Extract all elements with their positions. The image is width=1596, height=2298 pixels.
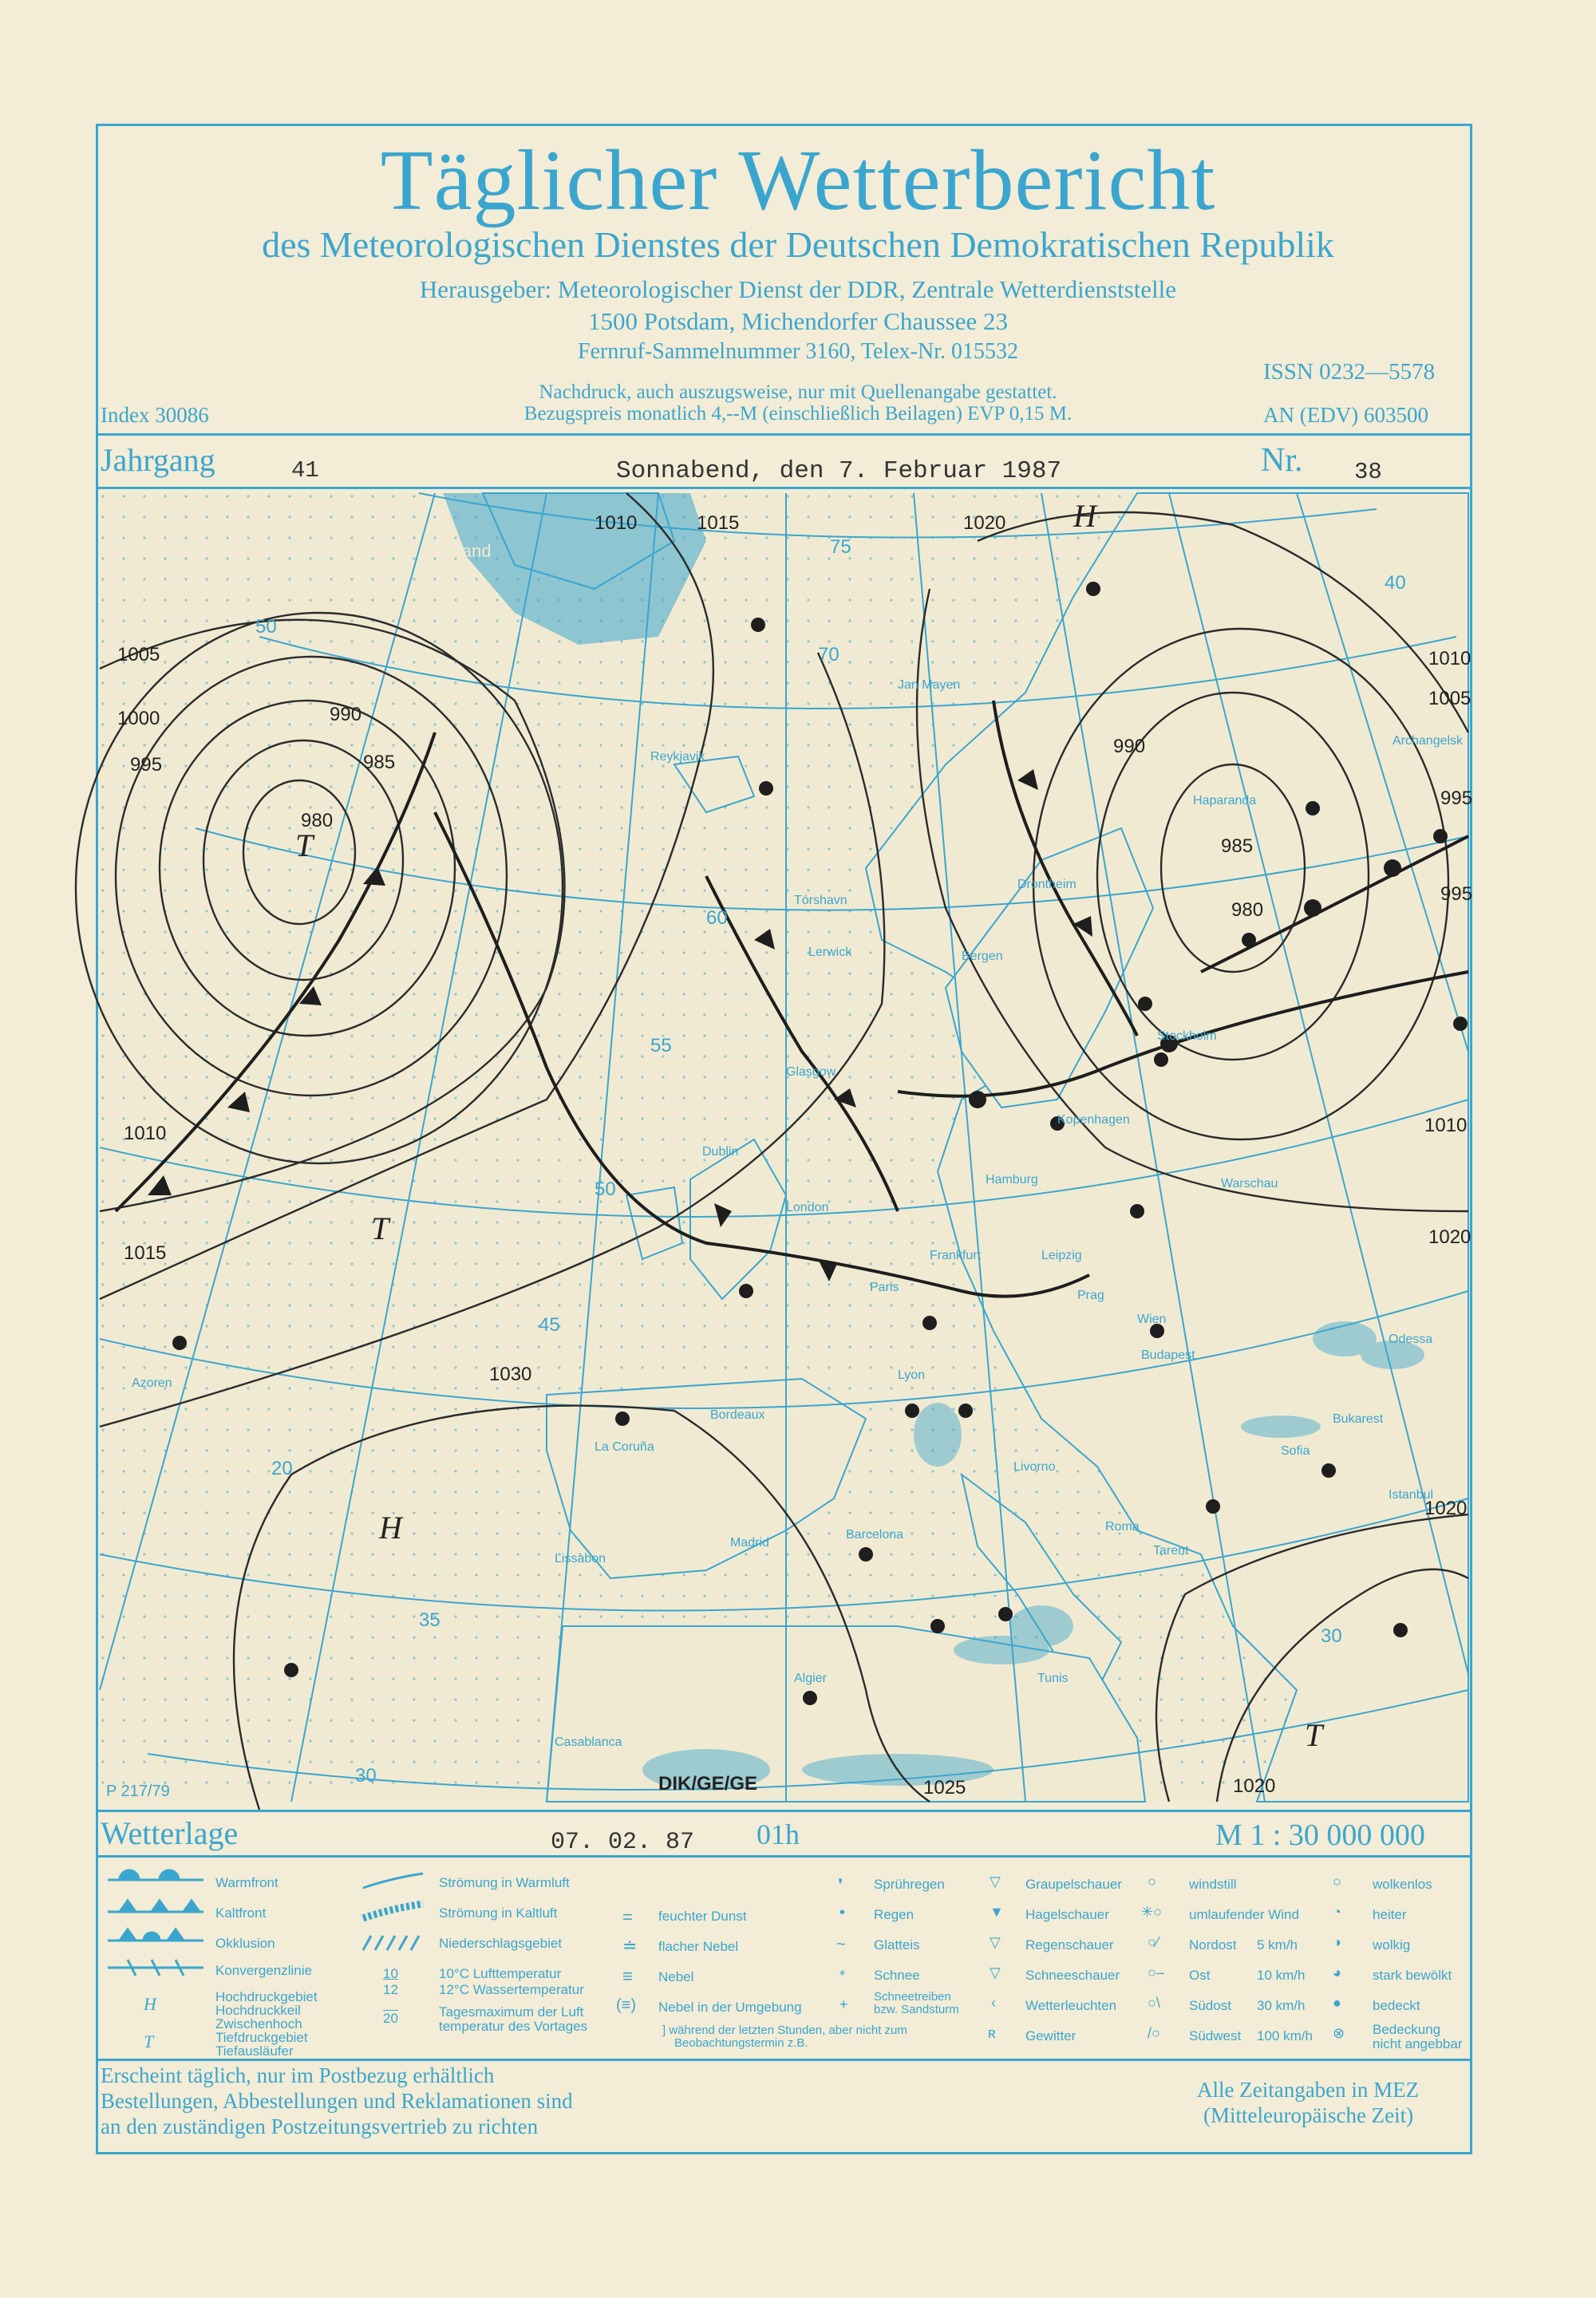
warm-front-icon (120, 1870, 179, 1880)
legend-gewitter: Gewitter (1025, 2028, 1077, 2043)
place-label: Jan Mayen (898, 678, 961, 692)
place-label: Bukarest (1333, 1412, 1384, 1426)
nr-value: 38 (1354, 459, 1382, 485)
station (751, 618, 765, 632)
station (922, 1316, 937, 1330)
low-icon: T (144, 2031, 154, 2051)
legend-hochdruckgebiet: Hochdruckgebiet (215, 1989, 318, 2004)
legend-note-2: Beobachtungstermin z.B. (674, 2036, 808, 2050)
legend-speed-10: 10 km/h (1257, 1968, 1306, 1983)
place-label: Barcelona (846, 1528, 904, 1542)
place-label: Istanbul (1389, 1488, 1434, 1502)
legend-note-1: ] während der letzten Stunden, aber nicht zum (662, 2024, 907, 2037)
schneeschauer-icon: ▽ (990, 1964, 1001, 1980)
place-label: Madrid (730, 1536, 769, 1550)
place-label: Tórshavn (794, 894, 847, 907)
warm-flow-icon (363, 1874, 423, 1888)
legend-wetterleuchten: Wetterleuchten (1025, 1998, 1117, 2013)
jahrgang-label: Jahrgang (101, 442, 215, 478)
station (1138, 997, 1152, 1011)
legend (96, 1859, 1472, 2059)
low-pressure-mark: T (371, 1210, 389, 1246)
divider (96, 433, 1472, 436)
high-pressure-mark: H (379, 1510, 402, 1546)
place-label: Kopenhagen (1057, 1113, 1130, 1127)
place-label: Glasgow (786, 1065, 836, 1079)
station (1321, 1463, 1336, 1478)
occlusion-icon (120, 1929, 184, 1941)
legend-feuchter-dunst: feuchter Dunst (658, 1909, 747, 1924)
legend-niederschlag: Niederschlagsgebiet (439, 1936, 563, 1951)
newspaper-title: Täglicher Wetterbericht (380, 133, 1216, 228)
convergence-icon (108, 1960, 203, 1976)
place-label: Tarent (1153, 1544, 1189, 1558)
legend-heiter: heiter (1373, 1907, 1407, 1922)
map-date: 07. 02. 87 (551, 1829, 695, 1856)
gewitter-icon: ʀ (988, 2025, 996, 2041)
wolkig-icon: ◑ (1333, 1934, 1341, 1950)
isobar-label: 990 (1113, 736, 1146, 757)
legend-schneetreiben: Schneetreiben (874, 1990, 951, 2004)
place-label: Sofia (1281, 1444, 1310, 1458)
footer-time-1: Alle Zeitangaben in MEZ (1197, 2078, 1420, 2102)
nr-label: Nr. (1261, 442, 1303, 479)
legend-nebel-umgebung: Nebel in der Umgebung (658, 2000, 802, 2015)
legend-vortages: temperatur des Vortages (439, 2019, 588, 2034)
umlaufend-icon: ✳○ (1141, 1904, 1162, 1920)
legend-glatteis: Glatteis (874, 1937, 920, 1953)
legend-num-12: 12 (383, 1982, 398, 1997)
front-semicircle (969, 1091, 986, 1108)
place-label: Warschau (1221, 1177, 1278, 1190)
isobar-label: 1010 (1424, 1115, 1468, 1136)
newspaper-subtitle: des Meteorologischen Dienstes der Deutschen Demokratischen Republik (262, 224, 1334, 265)
isobar-label: 995 (1440, 788, 1473, 809)
nicht-angebbar-icon: ⊗ (1333, 2025, 1345, 2041)
isobar-label: 1030 (489, 1364, 532, 1385)
legend-regenschauer: Regenschauer (1025, 1937, 1114, 1953)
place-label: Bordeaux (710, 1408, 765, 1422)
dunst-icon: = (622, 1907, 633, 1927)
latitude-label: 50 (595, 1179, 616, 1200)
address-line: 1500 Potsdam, Michendorfer Chaussee 23 (587, 307, 1009, 335)
station (1393, 1623, 1408, 1637)
place-label: Roma (1105, 1520, 1140, 1534)
legend-hochdruckkeil: Hochdruckkeil (215, 2003, 301, 2018)
issn: ISSN 0232—5578 (1263, 359, 1436, 385)
mountain-area (1241, 1416, 1321, 1438)
low-pressure-mark: T (1305, 1717, 1323, 1753)
place-label: Wien (1137, 1313, 1167, 1326)
isobar-label: 1020 (1424, 1498, 1468, 1519)
front-semicircle (1384, 859, 1401, 877)
legend-speed-30: 30 km/h (1257, 1998, 1306, 2013)
place-label: Odessa (1389, 1333, 1433, 1346)
isobar-label: 1010 (595, 512, 638, 534)
spruehregen-icon: ❜ (838, 1877, 843, 1894)
heiter-icon: ◔ (1333, 1904, 1341, 1920)
latitude-label: 30 (355, 1765, 377, 1787)
isobar-label: 1015 (124, 1242, 167, 1264)
legend-wassertemperatur: 12°C Wassertemperatur (439, 1982, 584, 1997)
latitude-label: 35 (419, 1609, 440, 1631)
map-code: P 217/79 (106, 1783, 170, 1800)
hagel-icon: ▼ (990, 1904, 1004, 1920)
stark-bewoelkt-icon: ◕ (1333, 1964, 1341, 1980)
legend-kaltfront: Kaltfront (215, 1905, 267, 1921)
regen-icon: • (839, 1904, 846, 1921)
divider (96, 1855, 1472, 1858)
place-label: London (786, 1201, 829, 1214)
place-label: Algier (794, 1672, 827, 1685)
suedost-icon: ○\ (1148, 1995, 1160, 2011)
wetterleuchten-icon: ‹ (991, 1995, 996, 2011)
front-semicircle (1304, 899, 1321, 917)
legend-tagesmaximum: Tagesmaximum der Luft (439, 2004, 584, 2020)
place-label: Hamburg (986, 1173, 1038, 1187)
legend-lufttemperatur: 10°C Lufttemperatur (439, 1966, 562, 1981)
low-pressure-mark: T (295, 827, 314, 863)
latitude-label: 60 (706, 907, 728, 929)
station (1453, 1017, 1468, 1031)
legend-konvergenzlinie: Konvergenzlinie (215, 1963, 312, 1978)
isobar-label: 1020 (963, 512, 1006, 534)
windstill-icon: ○ (1148, 1874, 1156, 1889)
isobar-label: 1005 (117, 644, 160, 665)
legend-wolkig: wolkig (1373, 1937, 1411, 1953)
station (958, 1404, 973, 1418)
place-label: Grönland (419, 541, 492, 561)
isobar-label: 1020 (1428, 1226, 1472, 1248)
place-label: Prag (1077, 1289, 1104, 1302)
wetterlage-label: Wetterlage (101, 1815, 239, 1851)
latitude-label: 45 (539, 1314, 560, 1336)
station (1306, 801, 1320, 815)
station (803, 1691, 817, 1705)
jahrgang-value: 41 (291, 457, 319, 484)
legend-graupel: Graupelschauer (1025, 1877, 1122, 1892)
legend-spruehregen: Sprühregen (874, 1877, 945, 1892)
high-pressure-mark: H (1073, 498, 1096, 534)
latitude-label: 50 (255, 616, 277, 638)
legend-ost: Ost (1189, 1968, 1211, 1983)
legend-nordost: Nordost (1189, 1937, 1237, 1953)
station (615, 1412, 630, 1426)
legend-flacher-nebel: flacher Nebel (658, 1939, 739, 1954)
footer-time-2: (Mitteleuropäische Zeit) (1203, 2103, 1414, 2127)
latitude-label: 75 (830, 536, 851, 558)
station (1242, 933, 1256, 947)
place-label: Tunis (1037, 1672, 1069, 1685)
station (905, 1404, 919, 1418)
weather-map-svg (100, 493, 1473, 1802)
issue-date: Sonnabend, den 7. Februar 1987 (616, 457, 1062, 485)
footer-line-2: Bestellungen, Abbestellungen und Reklamationen sind (101, 2089, 573, 2113)
station (284, 1663, 298, 1677)
station (930, 1619, 945, 1633)
place-label: Bergen (962, 950, 1003, 963)
legend-nicht-angebbar: nicht angebbar (1373, 2036, 1463, 2051)
phone-line: Fernruf-Sammelnummer 3160, Telex-Nr. 015532 (578, 339, 1018, 364)
divider (96, 1810, 1472, 1812)
regenschauer-icon: ▽ (990, 1934, 1001, 1950)
divider (96, 2059, 1472, 2061)
cold-front-icon (120, 1901, 200, 1912)
glatteis-icon: ~ (836, 1936, 846, 1953)
latitude-label: 55 (650, 1035, 672, 1056)
publisher-line: Herausgeber: Meteorologischer Dienst der DDR, Zentrale Wetterdienststelle (419, 275, 1177, 303)
legend-stroemung-kalt: Strömung in Kaltluft (439, 1905, 558, 1921)
legend-windstill: windstill (1189, 1877, 1237, 1892)
isobar-label: 1020 (1233, 1775, 1276, 1797)
legend-tiefdruckgebiet: Tiefdruckgebiet (215, 2030, 308, 2045)
isobar-label: 1010 (1428, 648, 1472, 669)
nordost-icon: ○⁄ (1148, 1934, 1159, 1950)
station (759, 781, 773, 796)
schneetreiben-icon: + (839, 1996, 848, 2012)
isobar-label: 1000 (117, 708, 160, 729)
legend-umlaufend: umlaufender Wind (1189, 1907, 1299, 1922)
place-label: Haparanda (1193, 794, 1257, 807)
station (739, 1284, 753, 1298)
isobar-label: 980 (301, 810, 334, 831)
map-scale: M 1 : 30 000 000 (1215, 1818, 1425, 1852)
isobar-label: 1005 (1428, 688, 1472, 709)
legend-speed-100: 100 km/h (1257, 2028, 1313, 2043)
station (1206, 1499, 1220, 1514)
place-label: Paris (870, 1281, 899, 1294)
legend-nebel: Nebel (658, 1969, 694, 1984)
mountain-area (1009, 1605, 1073, 1647)
latitude-label: 30 (1321, 1625, 1342, 1647)
flacher-nebel-icon: ≐ (622, 1936, 638, 1956)
legend-num-10: 10 (383, 1966, 398, 1981)
legend-stroemung-warm: Strömung in Warmluft (439, 1875, 570, 1890)
bedeckt-icon: ● (1333, 1995, 1341, 2011)
station (1154, 1052, 1168, 1067)
station (1086, 582, 1100, 596)
isobar-label: 995 (130, 754, 163, 776)
nebel-umgebung-icon: (≡) (616, 1996, 636, 2014)
place-label: Frankfurt (930, 1249, 982, 1262)
place-label: Reykjavik (650, 750, 705, 764)
legend-schnee: Schnee (874, 1968, 920, 1983)
legend-flow-symbols (359, 1870, 431, 1966)
suedwest-icon: /○ (1148, 2025, 1160, 2041)
legend-suedwest: Südwest (1189, 2028, 1242, 2043)
an-number: AN (EDV) 603500 (1263, 403, 1428, 427)
station (998, 1607, 1013, 1621)
isobar-label: 990 (330, 704, 362, 725)
legend-tiefauslaeufer: Tiefausläufer (215, 2043, 294, 2059)
place-label: Dublin (702, 1145, 739, 1159)
mountain-area (914, 1403, 962, 1467)
place-label: Archangelsk (1393, 734, 1464, 748)
place-label: Lyon (898, 1368, 926, 1382)
place-label: Lissabon (555, 1552, 606, 1566)
place-label: Budapest (1141, 1348, 1195, 1362)
place-label: Azoren (132, 1376, 172, 1390)
place-label: Leipzig (1041, 1249, 1082, 1262)
index-number: Index 30086 (101, 403, 209, 427)
weather-map (100, 493, 1473, 1802)
legend-warmfront: Warmfront (215, 1875, 279, 1890)
latitude-label: 40 (1385, 572, 1406, 594)
legend-regen: Regen (874, 1907, 915, 1922)
legend-schneeschauer: Schneeschauer (1025, 1968, 1120, 1983)
legend-stark-bewoelkt: stark bewölkt (1373, 1968, 1452, 1983)
station (1130, 1204, 1144, 1218)
isobar-label: 1015 (697, 512, 740, 534)
isobar-label: 1010 (124, 1123, 167, 1144)
isobar-label: 980 (1231, 899, 1264, 921)
reprint-notice: Nachdruck, auch auszugsweise, nur mit Quellenangabe gestattet. (539, 381, 1057, 403)
precip-area-icon (363, 1936, 419, 1950)
latitude-label: 70 (818, 644, 839, 665)
legend-sandsturm: bzw. Sandsturm (874, 2003, 959, 2016)
legend-num-20: 20 (383, 2011, 398, 2026)
station (859, 1547, 873, 1562)
graupel-icon: ▽ (990, 1874, 1001, 1889)
isobar-label: 995 (1440, 883, 1473, 905)
ost-icon: ○– (1148, 1964, 1164, 1980)
latitude-label: 20 (271, 1458, 293, 1479)
legend-okklusion: Okklusion (215, 1936, 275, 1951)
place-label: Stockholm (1157, 1029, 1217, 1043)
place-label: Lerwick (808, 946, 852, 959)
isobar-label: 1025 (923, 1777, 966, 1799)
legend-wolkenlos: wolkenlos (1373, 1877, 1432, 1892)
divider (96, 487, 1472, 489)
legend-zwischenhoch: Zwischenhoch (215, 2016, 302, 2031)
place-label: Drontheim (1017, 878, 1077, 891)
nebel-icon: ≡ (622, 1966, 633, 1986)
legend-suedost: Südost (1189, 1998, 1231, 2013)
place-label: Casablanca (555, 1735, 622, 1749)
isobar-label: 985 (1221, 835, 1254, 857)
station (1433, 829, 1448, 843)
schnee-icon: * (839, 1968, 846, 1984)
place-label: La Coruña (595, 1440, 654, 1454)
map-time: 01h (757, 1818, 800, 1850)
wolkenlos-icon: ○ (1333, 1874, 1341, 1889)
legend-bedeckt: bedeckt (1373, 1998, 1420, 2013)
price-notice: Bezugspreis monatlich 4,--M (einschließlich Beilagen) EVP 0,15 M. (523, 403, 1073, 424)
legend-hagel: Hagelschauer (1025, 1907, 1109, 1922)
footer-line-3: an den zuständigen Postzeitungsvertrieb zu richten (101, 2114, 539, 2138)
footer-line-1: Erscheint täglich, nur im Postbezug erhältlich (101, 2063, 495, 2087)
cold-flow-icon (363, 1904, 423, 1918)
high-icon: H (144, 1994, 156, 2014)
legend-front-symbols (104, 1870, 211, 2054)
legend-speed-5: 5 km/h (1257, 1937, 1298, 1953)
station-code: DIK/GE/GE (658, 1773, 758, 1795)
place-label: Livorno (1013, 1460, 1056, 1474)
legend-bedeckung: Bedeckung (1373, 2022, 1441, 2037)
station (172, 1336, 187, 1350)
isobar-label: 985 (363, 752, 396, 773)
